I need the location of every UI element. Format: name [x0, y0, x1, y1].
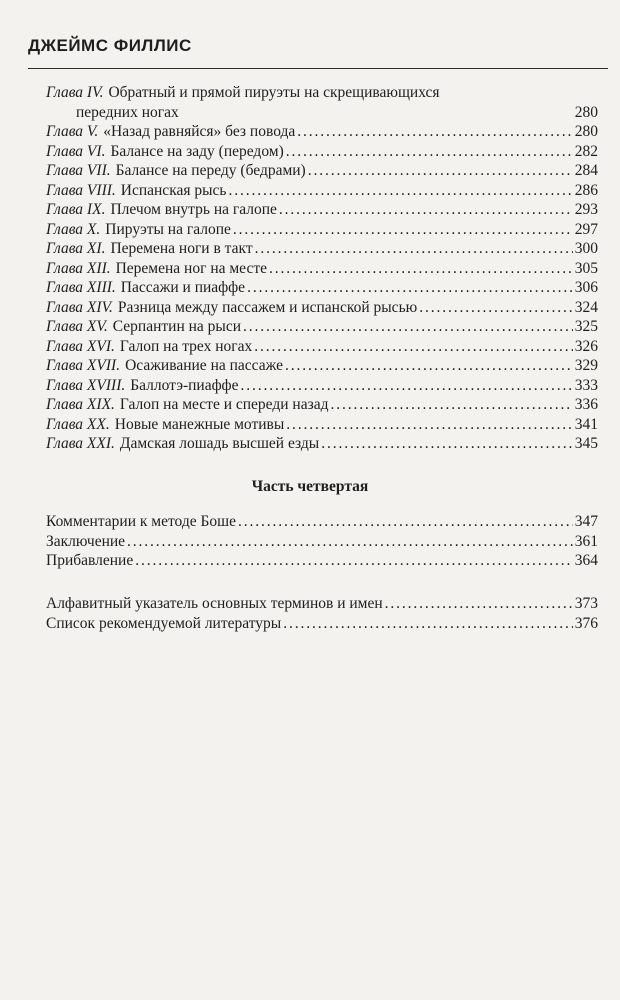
- toc-entry: [46, 161, 598, 181]
- page-number: 347: [574, 513, 598, 530]
- toc-entry: [46, 142, 598, 162]
- toc-appendix: [46, 594, 598, 633]
- chapter-number: Глава XII.: [46, 259, 111, 277]
- entry-title: Прибавление: [46, 552, 134, 569]
- chapter-number: Глава XXI.: [46, 435, 115, 452]
- toc-part-three: [46, 83, 598, 454]
- entry-title: Пируэты на галопе: [105, 220, 231, 238]
- toc-entry: [46, 239, 598, 259]
- page-number: 293: [574, 201, 598, 218]
- toc-entry: [46, 551, 598, 571]
- page-number: 333: [574, 376, 598, 394]
- toc-entry: [46, 181, 598, 201]
- page-number: 306: [574, 279, 598, 296]
- entry-title: Серпантин на рыси: [112, 318, 242, 335]
- page-number: 284: [574, 162, 598, 179]
- chapter-title: Обратный и прямой пируэты на скрещивающихся: [108, 84, 440, 101]
- entry-title: «Назад равняйся» без повода: [103, 123, 296, 140]
- page-number: 345: [574, 435, 598, 452]
- entry-title: Балансе на переду (бедрами): [115, 162, 306, 179]
- leader-dots: [243, 317, 573, 337]
- chapter-number: Глава XVII.: [46, 357, 121, 374]
- page-number: 297: [574, 220, 598, 238]
- toc-entry: [46, 594, 598, 614]
- leader-dots: [233, 220, 573, 240]
- page-number: 325: [574, 318, 598, 335]
- toc-entry: [46, 200, 598, 220]
- entry-title: Осаживание на пассаже: [125, 357, 283, 374]
- leader-dots: [286, 415, 572, 435]
- leader-dots: [286, 142, 573, 162]
- leader-dots: [297, 122, 572, 142]
- chapter-title-cont: передних ногах: [76, 103, 179, 121]
- entry-title: Разница между пассажем и испанской рысью: [117, 298, 418, 316]
- toc-entry: [46, 83, 598, 122]
- page-number: 282: [574, 142, 598, 160]
- toc-entry: [46, 259, 598, 279]
- entry-title: Галоп на трех ногах: [119, 337, 253, 355]
- leader-dots: [285, 356, 573, 376]
- header-rule: [28, 68, 608, 69]
- leader-dots: [247, 278, 573, 298]
- toc-entry: [46, 220, 598, 240]
- toc-entry: [46, 298, 598, 318]
- leader-dots: [254, 337, 572, 357]
- page-number: 361: [574, 532, 598, 550]
- leader-dots: [419, 298, 573, 318]
- page-number: 326: [574, 337, 598, 355]
- toc-entry: [46, 614, 598, 634]
- chapter-number: Глава XIV.: [46, 298, 113, 316]
- chapter-number: Глава X.: [46, 220, 101, 238]
- entry-title: Алфавитный указатель основных терминов и имен: [46, 595, 383, 612]
- chapter-number: Глава VIII.: [46, 181, 116, 199]
- chapter-number: Глава VII.: [46, 162, 111, 179]
- toc-entry: [46, 337, 598, 357]
- leader-dots: [321, 434, 573, 454]
- chapter-number: Глава IX.: [46, 201, 106, 218]
- toc-entry: [46, 317, 598, 337]
- chapter-number: Глава IV.: [46, 84, 104, 101]
- leader-dots: [255, 239, 573, 259]
- leader-dots: [135, 551, 573, 571]
- toc-entry: [46, 415, 598, 435]
- toc-entry: [46, 122, 598, 142]
- leader-dots: [283, 614, 573, 634]
- leader-dots: [279, 200, 573, 220]
- leader-dots: [127, 532, 573, 552]
- toc-entry: [46, 376, 598, 396]
- leader-dots: [241, 376, 573, 396]
- page-number: 329: [574, 357, 598, 374]
- toc-entry: [46, 278, 598, 298]
- chapter-number: Глава XVI.: [46, 337, 115, 355]
- chapter-number: Глава XI.: [46, 240, 106, 257]
- entry-title: Перемена ноги в такт: [110, 240, 253, 257]
- entry-title: Галоп на месте и спереди назад: [119, 396, 329, 413]
- entry-title: Баллотэ-пиаффе: [130, 376, 239, 394]
- chapter-number: Глава XX.: [46, 415, 110, 433]
- leader-dots: [385, 594, 573, 614]
- toc-entry: [46, 356, 598, 376]
- page-number: 364: [574, 552, 598, 569]
- entry-title: Перемена ног на месте: [115, 259, 267, 277]
- leader-dots: [269, 259, 573, 279]
- page-number: 280: [574, 123, 598, 140]
- leader-dots: [308, 161, 573, 181]
- page-number: 280: [574, 103, 598, 121]
- chapter-number: Глава XV.: [46, 318, 108, 335]
- toc-entry: [46, 532, 598, 552]
- page-number: 324: [574, 298, 598, 316]
- toc-entry: [46, 512, 598, 532]
- toc-entry: [46, 434, 598, 454]
- page-number: 376: [574, 614, 598, 632]
- page-number: 300: [574, 240, 598, 257]
- entry-title: Новые манежные мотивы: [114, 415, 285, 433]
- chapter-number: Глава XVIII.: [46, 376, 126, 394]
- entry-title: Плечом внутрь на галопе: [110, 201, 277, 218]
- leader-dots: [228, 181, 572, 201]
- page-number: 305: [574, 259, 598, 277]
- running-head: ДЖЕЙМС ФИЛЛИС: [28, 36, 192, 55]
- entry-title: Дамская лошадь высшей езды: [119, 435, 320, 452]
- entry-title: Испанская рысь: [120, 181, 227, 199]
- page-number: 336: [574, 396, 598, 413]
- entry-title: Список рекомендуемой литературы: [46, 614, 282, 632]
- chapter-number: Глава VI.: [46, 142, 106, 160]
- entry-title: Пассажи и пиаффе: [120, 279, 246, 296]
- entry-title: Комментарии к методе Боше: [46, 513, 236, 530]
- entry-title: Балансе на заду (передом): [110, 142, 284, 160]
- leader-dots: [238, 512, 573, 532]
- leader-dots: [330, 395, 572, 415]
- entry-title: Заключение: [46, 532, 126, 550]
- page-number: 341: [574, 415, 598, 433]
- toc-part-four: [46, 512, 598, 571]
- part-four-heading: Часть четвертая: [251, 478, 369, 495]
- page-number: 373: [574, 595, 598, 612]
- page-number: 286: [574, 181, 598, 199]
- chapter-number: Глава V.: [46, 123, 99, 140]
- chapter-number: Глава XIII.: [46, 279, 116, 296]
- chapter-number: Глава XIX.: [46, 396, 115, 413]
- toc-entry: [46, 395, 598, 415]
